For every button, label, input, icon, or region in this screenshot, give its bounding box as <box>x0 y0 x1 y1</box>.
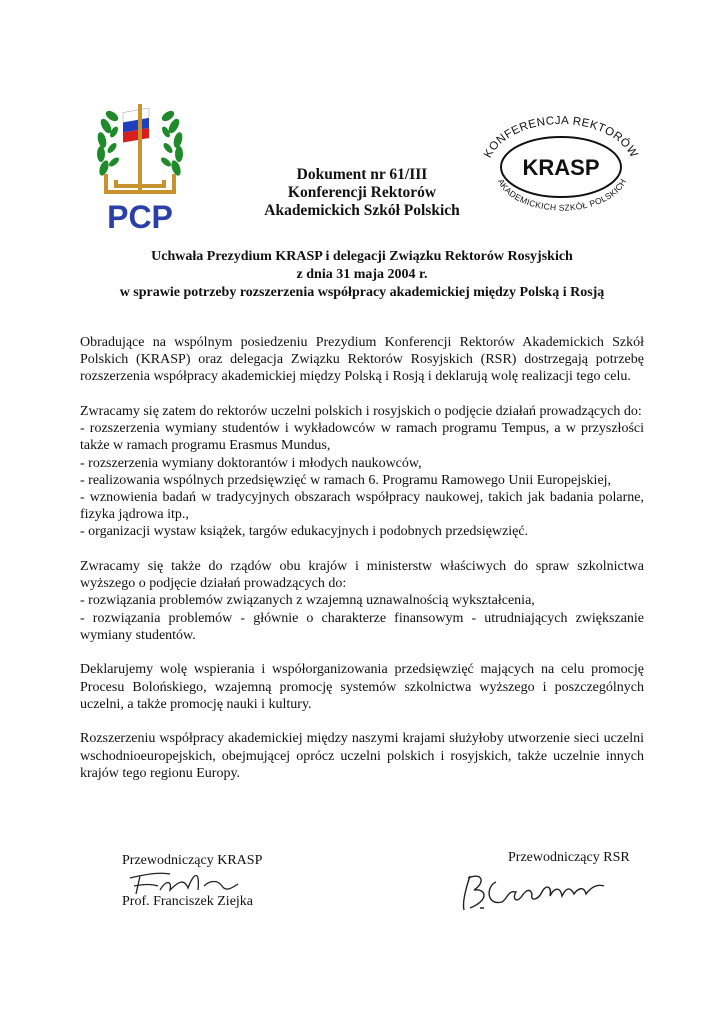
resolution-subject: w sprawie potrzeby rozszerzenia współpracy akademickiej między Polską i Rosją <box>119 285 605 300</box>
krasp-logo <box>478 112 644 216</box>
document-body <box>80 334 644 799</box>
list-item: - rozszerzenia wymiany studentów i wykładowców w ramach programu Tempus, a w przyszłości także w ramach programu Erasmus Mundus, <box>80 421 644 454</box>
paragraph-4: Deklarujemy wolę wspierania i współorganizowania przedsięwzięć mających na celu promocję Procesu Bolońskiego, wzajemną promocję systemów szkolnictwa wyższego i poszczególnych uczelni, a także promocję nauki i kultury. <box>80 662 644 712</box>
resolution-date: z dnia 31 maja 2004 r. <box>296 267 428 282</box>
krasp-ring-top-text: KONFERENCJA REKTORÓW <box>482 114 640 161</box>
signature-left-title: Przewodniczący KRASP <box>122 853 263 868</box>
list-item: - rozwiązania problemów związanych z wzajemną uznawalnością wykształcenia, <box>80 593 535 609</box>
document-number: Dokument nr 61/III <box>296 166 428 183</box>
list-item: - rozwiązania problemów - głównie o charakterze finansowym - utrudniających zwiększanie wymiany studentów. <box>80 610 644 643</box>
paragraph-3 <box>80 558 644 644</box>
resolution-heading <box>80 248 644 302</box>
signature-right-title: Przewodniczący RSR <box>508 850 630 865</box>
rsr-logo-text: PCP <box>107 199 173 235</box>
paragraph-2-intro: Zwracamy się zatem do rektorów uczelni polskich i rosyjskich o podjęcie działań prowadzących do: <box>80 404 642 419</box>
krasp-stamp-graphic <box>478 112 644 216</box>
list-item: - realizowania wspólnych przedsięwzięć w ramach 6. Programu Ramowego Unii Europejskiej, <box>80 472 612 488</box>
list-item: - wznowienia badań w tradycyjnych obszarach współpracy naukowej, takich jak badania polarne, fizyka jądrowa itp., <box>80 490 644 523</box>
svg-text:AKADEMICKICH SZKÓŁ POLSKICH <box>496 177 628 213</box>
signature-left-name: Prof. Franciszek Ziejka <box>122 894 254 909</box>
paragraph-2 <box>80 403 644 541</box>
krasp-ring-bottom-text: AKADEMICKICH SZKÓŁ POLSKICH <box>495 177 629 213</box>
krasp-logo-text: KRASP <box>522 155 600 180</box>
list-item: - rozszerzenia wymiany doktorantów i młodych naukowców, <box>80 455 422 471</box>
document-header-line2: Konferencji Rektorów <box>287 184 437 201</box>
document-header-line3: Akademickich Szkół Polskich <box>264 202 460 219</box>
paragraph-3-intro: Zwracamy się także do rządów obu krajów i ministerstw właściwych do spraw szkolnictwa wyższego o podjęcie działań prowadzących do: <box>80 559 644 592</box>
resolution-line1: Uchwała Prezydium KRASP i delegacji Związku Rektorów Rosyjskich <box>151 249 573 264</box>
document-header <box>230 166 494 220</box>
signature-right-scribble <box>456 868 614 918</box>
paragraph-1: Obradujące na wspólnym posiedzeniu Prezydium Konferencji Rektorów Akademickich Szkół Polskich (KRASP) oraz delegacja Związku Rektorów Rosyjskich (RSR) dostrzegają potrzebę rozszerzenia współpracy akademickiej między Polską i Rosją i deklarują wolę realizacji tego celu. <box>80 335 644 385</box>
list-item: - organizacji wystaw książek, targów edukacyjnych i podobnych przedsięwzięć. <box>80 524 529 540</box>
paragraph-5: Rozszerzeniu współpracy akademickiej między naszymi krajami służyłoby utworzenie sieci uczelni wschodnioeuropejskich, obejmującej oprócz uczelni polskich i rosyjskich, także uczelnie innych krajów tego regionu Europy. <box>80 731 644 781</box>
rsr-logo <box>92 96 188 236</box>
rsr-emblem-graphic <box>92 96 188 236</box>
